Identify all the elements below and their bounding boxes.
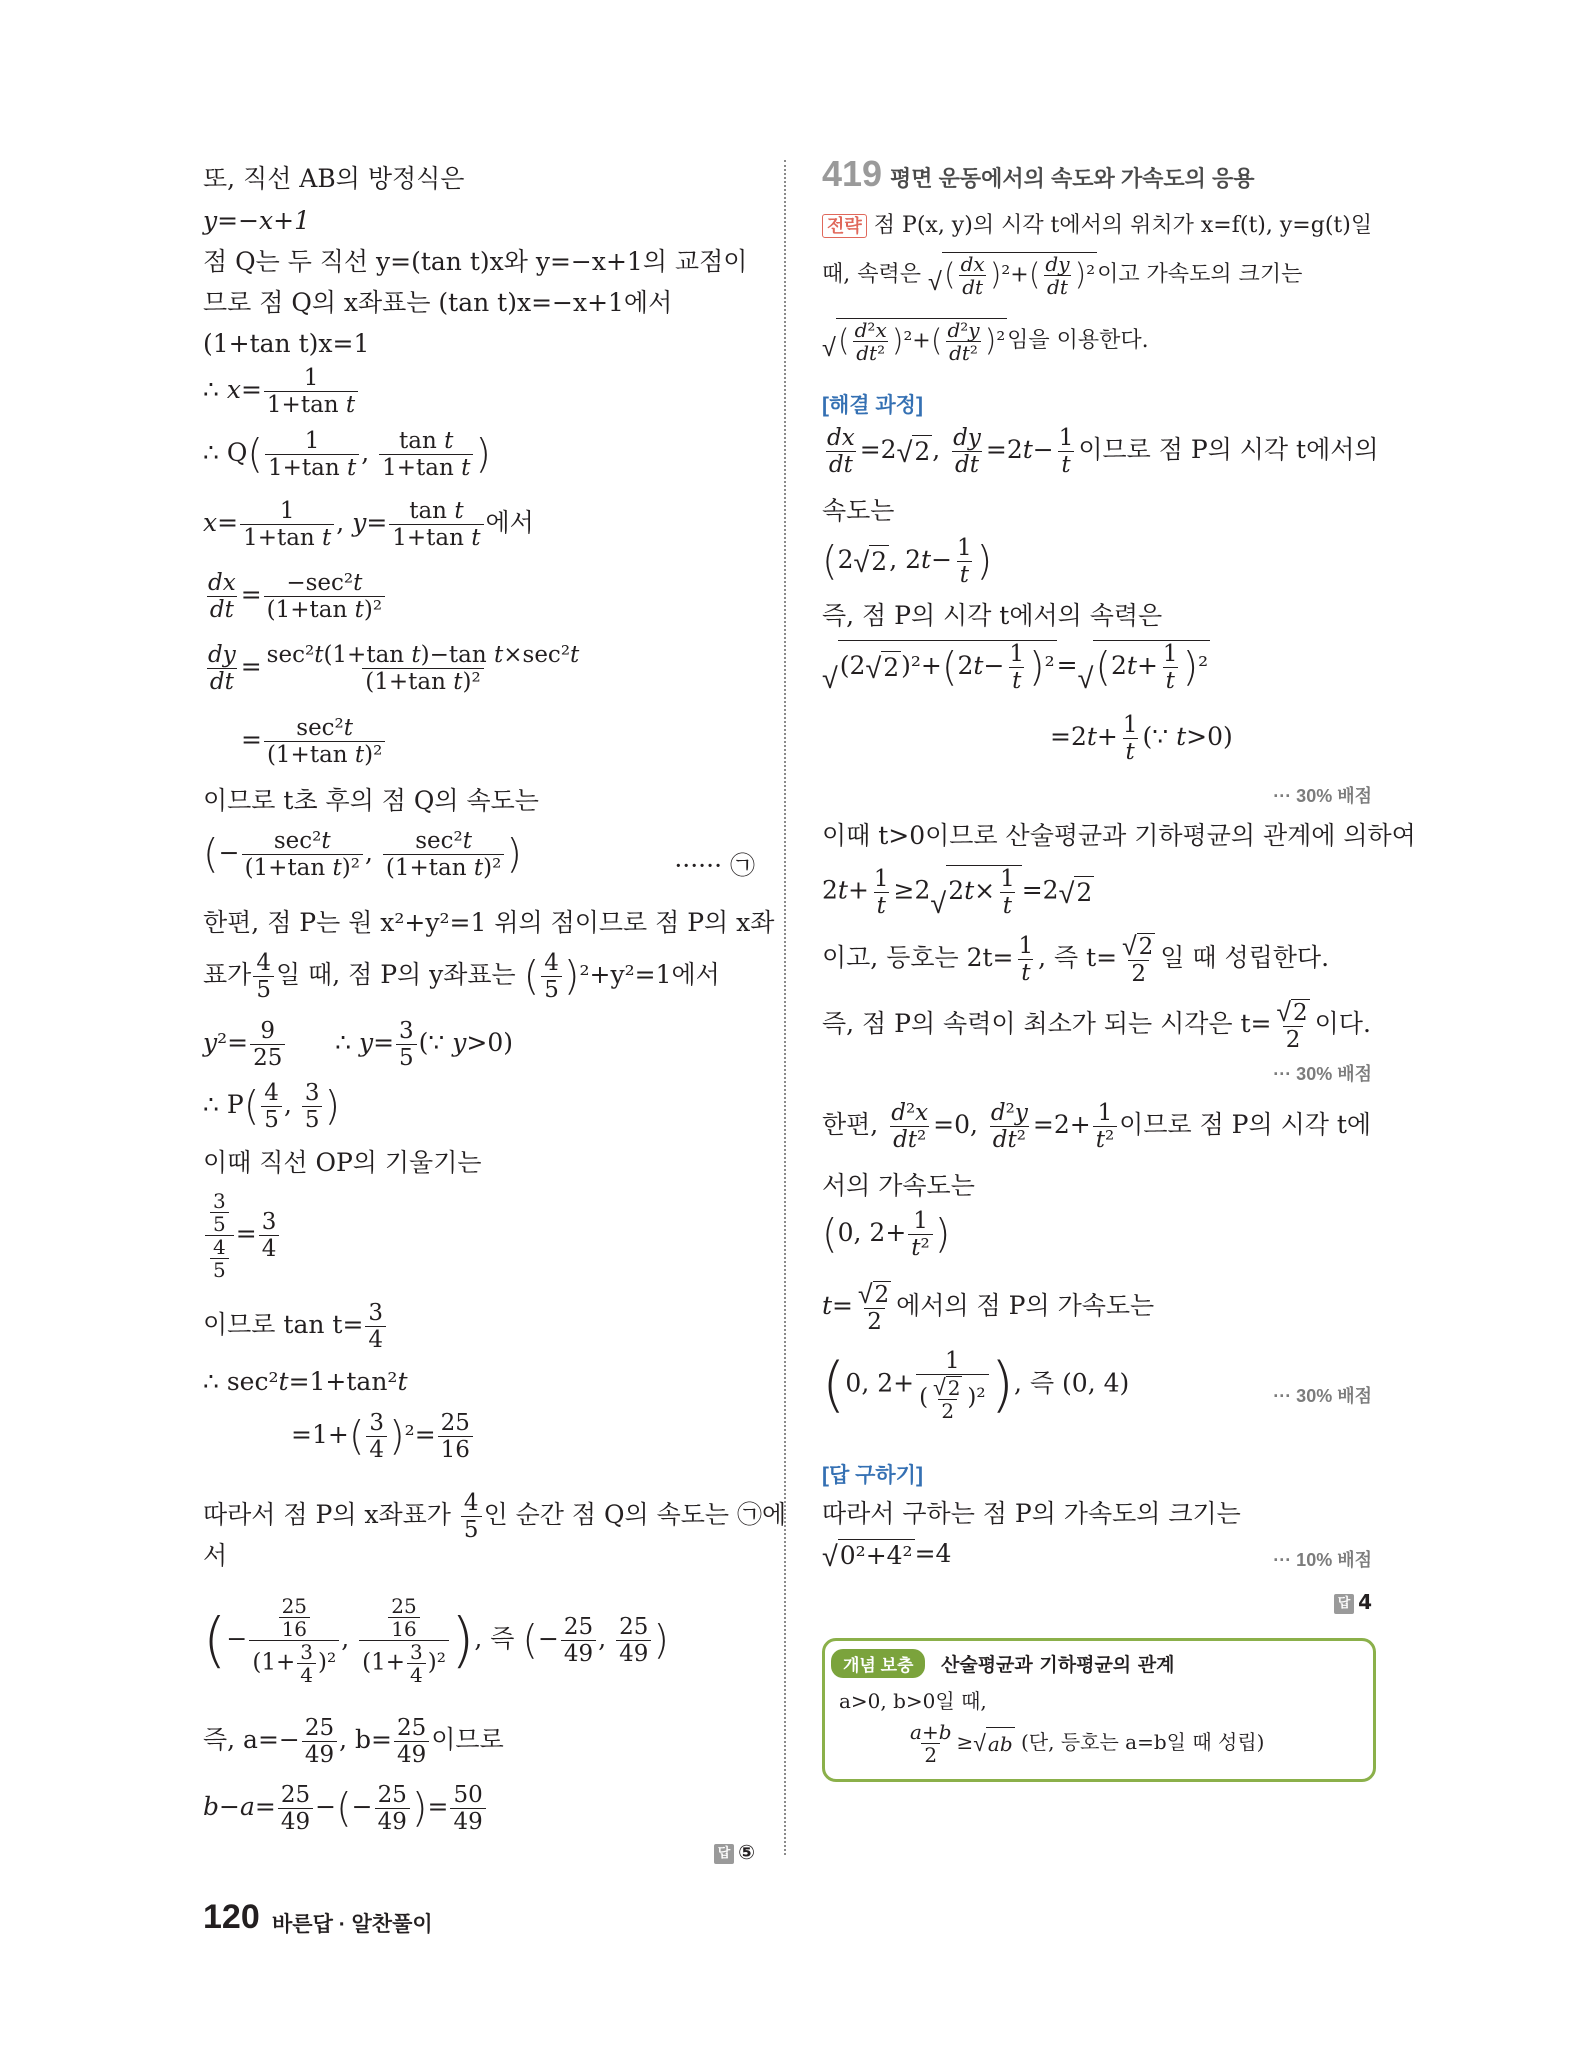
score-note: ··· 30% 배점	[1273, 1064, 1372, 1084]
page-number: 120	[203, 1898, 260, 1936]
equation: y²= $\frac{9}{25}$ ∴ y= $\frac{3}{5}$ (∵ y>0)	[203, 1018, 513, 1071]
section-label: [답 구하기]	[822, 1464, 923, 1487]
text-line: 므로 점 Q의 x좌표는 (tan t)x=−x+1에서	[203, 288, 673, 317]
equation: $\frac{dx}{dt}$ =2 √ 2 , $\frac{dy}{dt}$ =2t− $\frac{1}{t}$ 이므로 점 P의 시각 t에서의	[827, 425, 1379, 478]
equation: 따라서 점 P의 x좌표가 $\frac{4}{5}$ 인 순간 점 Q의 속도는 ㉠에	[203, 1490, 787, 1543]
equation: ∴ P( $\frac{4}{5}$ , $\frac{3}{5}$ )	[203, 1080, 341, 1133]
concept-box	[822, 1638, 1376, 1782]
column-divider	[784, 160, 786, 1855]
strategy-badge: 전략	[822, 214, 867, 238]
equation: 표가 $\frac{4}{5}$ 일 때, 점 P의 y좌표는 ( $\frac{4}{5}$ )²+y²=1에서	[203, 950, 720, 1003]
answer-mark: 답 4	[1334, 1590, 1372, 1614]
score-note: ··· 30% 배점	[1273, 1386, 1372, 1406]
text-line: 또, 직선 AB의 방정식은	[203, 164, 465, 193]
equation: (− $\frac{\text{sec²t}}{\text{(1+tan t)²}}$ , $\frac{\text{sec²t}}{\text{(1+tan t)²}}$ )	[203, 828, 522, 881]
problem-header	[822, 153, 1255, 195]
text-line: 이므로 t초 후의 점 Q의 속도는	[203, 786, 539, 815]
section-label: [해결 과정]	[822, 394, 923, 417]
equation: t= √ 2 2 에서의 점 P의 가속도는	[822, 1278, 1155, 1335]
problem-title: 평면 운동에서의 속도와 가속도의 응용	[890, 166, 1255, 191]
equation: (0, 2+ 1 ( √ 2 2 )² ), 즉 (0, 4)	[822, 1348, 1130, 1423]
equation: √ (2 √ 2 )²+(2t− $\frac{1}{t}$ )² = √ (2t+ $\frac{1}{t}$ )²	[822, 641, 1209, 695]
concept-line: a>0, b>0일 때,	[839, 1689, 987, 1713]
score-note: ··· 30% 배점	[1273, 786, 1372, 806]
equation: x= $\frac{1}{\text{1+tan t}}$ , y= $\frac{\text{tan t}}{\text{1+tan t}}$ 에서	[203, 498, 534, 551]
answer-icon: 답	[714, 1844, 734, 1864]
book-title: 바른답 · 알찬풀이	[272, 1913, 433, 1936]
equation: $\frac{dx}{dt}$ = $\frac{\text{−sec²t}}{\text{(1+tan t)²}}$	[203, 570, 387, 623]
text-line: (1+tan t)x=1	[203, 329, 370, 358]
equation: ∴ x= $\frac{1}{\text{1+tan t}}$	[203, 365, 360, 418]
equation: = $\frac{\text{sec²t}}{\text{(1+tan t)²}}$	[241, 715, 387, 768]
marker-ref: ······ ㉠	[674, 851, 755, 880]
text-line: 점 Q는 두 직선 y=(tan t)x와 y=−x+1의 교점이	[203, 247, 748, 276]
equation: b−a= $\frac{25}{49}$ −(− $\frac{25}{49}$ )= $\frac{50}{49}$	[203, 1782, 488, 1835]
text-line: 속도는	[822, 496, 895, 525]
text-line: 서의 가속도는	[822, 1171, 975, 1200]
strategy-line: 때, 속력은 √ ( $\frac{dx}{dt}$ )²+( $\frac{dy}{dt}$ )² 이고 가속도의 크기는	[822, 252, 1303, 299]
problem-number: 419	[822, 153, 883, 194]
text-line: y=−x+1	[203, 206, 310, 235]
equation: $\frac{\frac{3}{5}}{\frac{4}{5}}$ = $\frac{3}{4}$	[203, 1190, 281, 1281]
strategy-line: √ ( $\frac{\text{d²x}}{\text{dt²}}$ )²+( $\frac{\text{d²y}}{\text{dt²}}$ )² 임을 이용한다.	[822, 318, 1149, 365]
equation: =1+( $\frac{3}{4}$ )²= $\frac{25}{16}$	[291, 1410, 475, 1463]
text-line: 한편, 점 P는 원 x²+y²=1 위의 점이므로 점 P의 x좌	[203, 908, 775, 937]
equation: (− $\frac{25}{16}$ (1+ $\frac{3}{4}$ )² , $\frac{25}{16}$ (1+ $\frac{3}{4}$ )² ), 즉 (− $\frac{25}{49}$ , $\frac{25}{49}$ )	[203, 1594, 669, 1687]
text-line: 즉, 점 P의 시각 t에서의 속력은	[822, 601, 1163, 630]
equation: 즉, a=− $\frac{25}{49}$ , b= $\frac{25}{49}$ 이므로	[203, 1715, 504, 1768]
equation: ∴ Q( $\frac{1}{\text{1+tan t}}$ , $\frac{\text{tan t}}{\text{1+tan t}}$ )	[203, 428, 491, 481]
equation: 한편, $\frac{\text{d²x}}{\text{dt²}}$ =0, $\frac{\text{d²y}}{\text{dt²}}$ =2+ $\frac{1}{\text{t²}}$ 이므로 점 P의 시각 t에	[822, 1100, 1372, 1153]
equation: 이므로 tan t= $\frac{3}{4}$	[203, 1300, 388, 1353]
equation: =2t+ $\frac{1}{t}$ (∵ t>0)	[1050, 712, 1233, 765]
text-line: 서	[203, 1541, 228, 1570]
concept-tag: 개념 보충	[831, 1649, 925, 1678]
equation: 즉, 점 P의 속력이 최소가 되는 시각은 t= √ 2 2 이다.	[822, 996, 1371, 1053]
concept-formula: $\frac{a+b}{2}$ ≥ √ ab (단, 등호는 a=b일 때 성립)	[910, 1720, 1265, 1767]
text-line: 따라서 구하는 점 P의 가속도의 크기는	[822, 1499, 1241, 1528]
equation: $\frac{dy}{dt}$ = $\frac{\text{sec²t(1+tan t)−tan t×sec²t}}{\text{(1+tan t)²}}$	[208, 642, 580, 695]
equation: (2 √ 2 , 2t− $\frac{1}{t}$ )	[822, 535, 993, 588]
answer-mark: 답 ⑤	[714, 1840, 755, 1864]
equation: √ 0²+4² =4	[822, 1539, 952, 1573]
strategy-line: 전략 점 P(x, y)의 시각 t에서의 위치가 x=f(t), y=g(t)일	[822, 210, 1372, 242]
equation: 2t+ $\frac{1}{t}$ ≥2 √ 2t× $\frac{1}{t}$ =2 √ 2	[822, 865, 1093, 920]
text-line: 이때 t>0이므로 산술평균과 기하평균의 관계에 의하여	[822, 821, 1416, 850]
answer-icon: 답	[1334, 1594, 1354, 1614]
equation: (0, 2+ $\frac{1}{\text{t²}}$ )	[822, 1208, 951, 1261]
text-line: 이때 직선 OP의 기울기는	[203, 1148, 482, 1177]
concept-title: 산술평균과 기하평균의 관계	[941, 1654, 1175, 1676]
equation: 이고, 등호는 2t= $\frac{1}{t}$ , 즉 t= √ 2 2 일 때 성립한다.	[822, 930, 1330, 987]
equation: ∴ sec²t=1+tan²t	[203, 1367, 408, 1396]
score-note: ··· 10% 배점	[1273, 1550, 1372, 1570]
